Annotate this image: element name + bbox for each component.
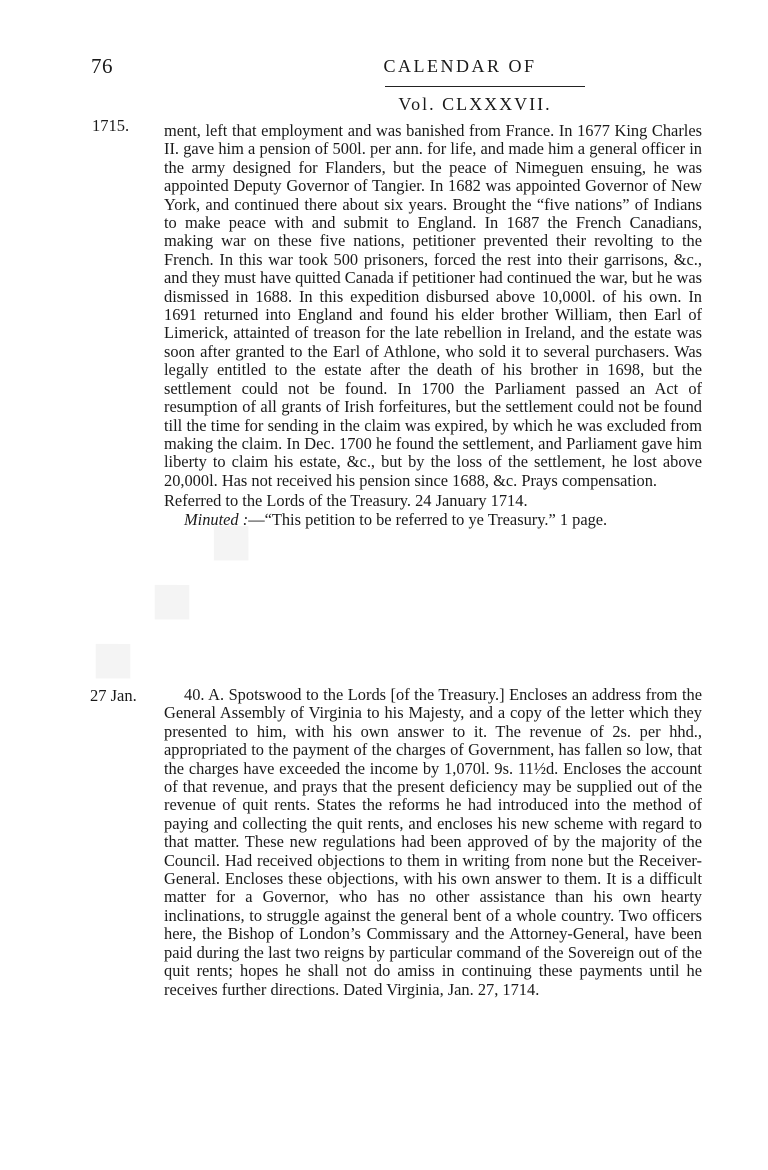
minuted-label: Minuted : (184, 509, 249, 529)
entry-40-text: 40. A. Spotswood to the Lords [of the Treasury.] Encloses an address from the General Assembly of Virginia to his Majesty, and a copy of the letter which they presented to him, with his own answer to it. The revenue of 2s. per hhd., appropriated to the payment of the charges of Government, has fallen so low, that the charges have exceeded the income by 1,070l. 9s. 11½d. Encloses the account of that revenue, and prays that the present deficiency may be supplied out of the revenue of quit rents. States the reforms he had introduced into the method of paying and collecting the quit rents, and encloses his new scheme with regard to that matter. These new regulations had been approved of by the majority of the Council. Had received objections to them in writing from none but the Receiver-General. Encloses these objections, with his own answer to them. It is a difficult matter for a Governor, who has no other assistance than his own hearty inclinations, to struggle against the general bent of a whole country. Two officers here, the Bishop of London’s Commissary and the Attorney-General, have been paid during the last two reigns by particular command of the Sovereign out of the quit rents; hopes he shall not do amiss in continuing these payments until he receives further directions. Dated Virginia, Jan. 27, 1714. (164, 685, 702, 999)
page-number: 76 (91, 54, 113, 78)
margin-entry-date: 27 Jan. (90, 686, 137, 705)
minuted-text: —“This petition to be referred to ye Treasury.” 1 page. (248, 509, 608, 529)
entry-39-text: ment, left that employment and was banished from France. In 1677 King Charles II. gave him a pension of 500l. per ann. for life, and made him a general officer in the army designed for Flanders, but the peace of Nimeguen ensuing, he was appointed Deputy Governor of Tangier. In 1682 was appointed Governor of New York, and continued there about six years. Brought the “five nations” of Indians to make peace with and submit to England. In 1687 the French Canadians, making war on these five nations, petitioner prevented their revolting to the French. In this war took 500 prisoners, forced the rest into their garrisons, &c., and they must have quitted Canada if petitioner had continued the war, but he was dismissed in 1688. In this expedition disbursed above 10,000l. of his own. In 1691 returned into England and found his elder brother William, then Earl of Limerick, attainted of treason for the late rebellion in Ireland, and the estate was soon after granted to the Earl of Athlone, who sold it to several purchasers. Was legally entitled to the estate after the death of his brother in 1698, but the settlement could not be found. In 1700 the Parliament passed an Act of resumption of all grants of Irish forfeitures, but the settlement could not be found till the time for sending in the claim was expired, by which he was excluded from making the claim. In Dec. 1700 he found the settlement, and Parliament gave him liberty to claim his estate, &c., but by the loss of the settlement, he lost above 20,000l. Has not received his pension since 1688, &c. Prays compensation. (164, 121, 702, 490)
entry-39 (164, 122, 702, 529)
running-title: CALENDAR OF (383, 56, 537, 76)
margin-year: 1715. (92, 116, 130, 135)
volume-heading: Vol. CLXXXVII. (398, 94, 552, 114)
entry-40 (164, 686, 702, 999)
entry-39-minute (184, 511, 702, 529)
header-rule (385, 86, 585, 87)
entry-39-referral: Referred to the Lords of the Treasury. 24 January 1714. (164, 491, 528, 511)
